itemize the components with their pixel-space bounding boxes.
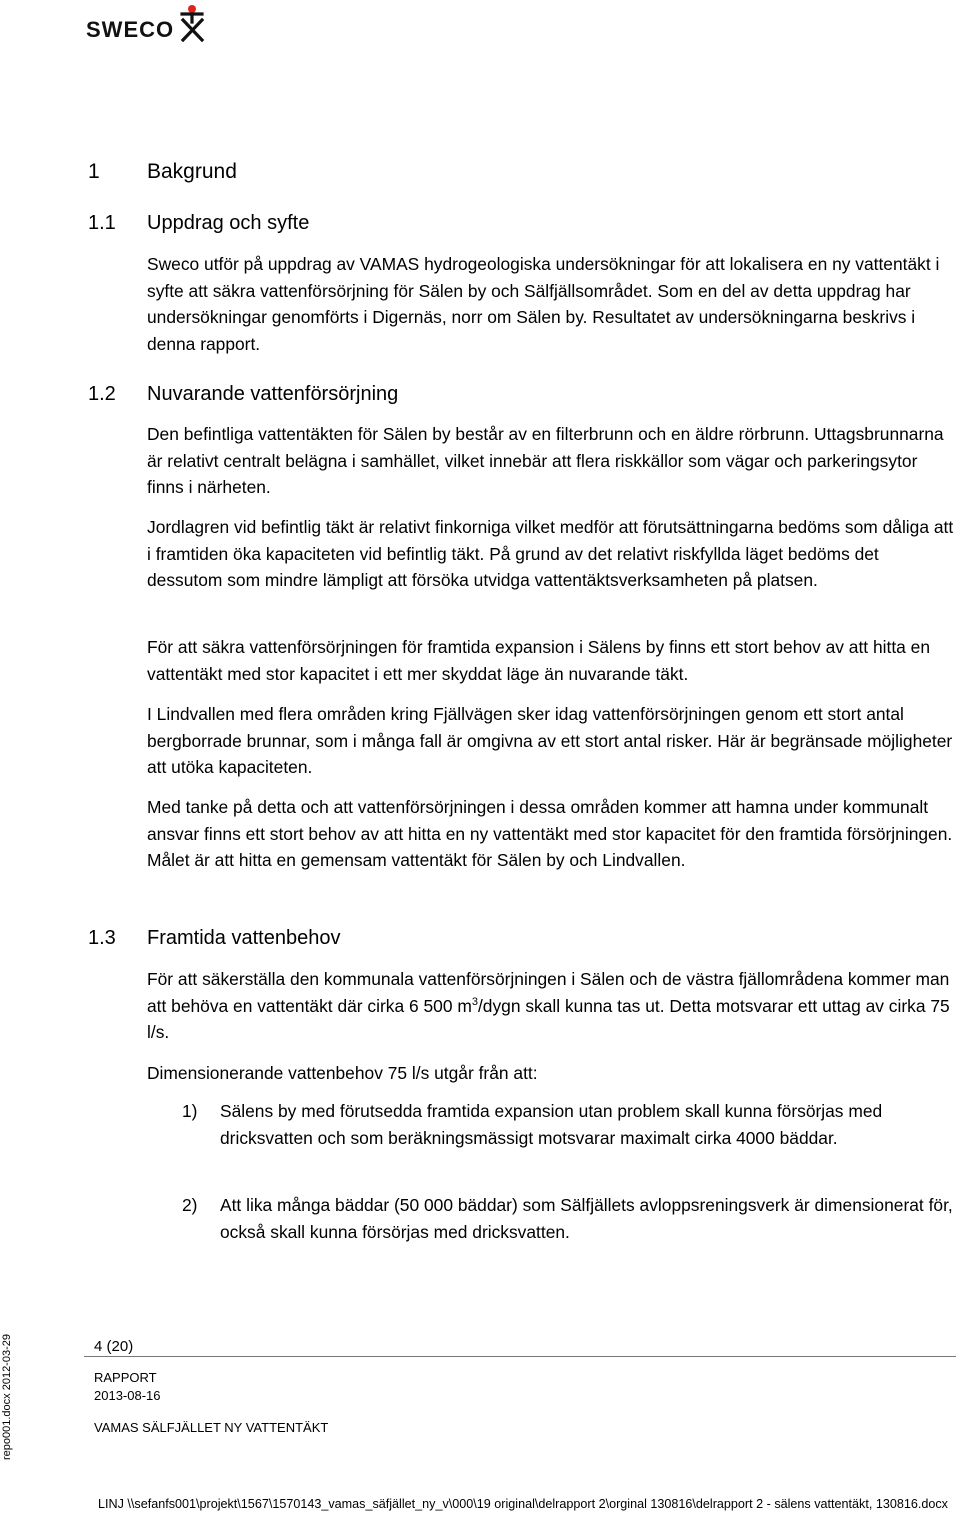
superscript: 3 [471,995,478,1008]
heading-title: Nuvarande vattenförsörjning [147,383,399,405]
template-id: repo001.docx 2012-03-29 [1,1334,13,1460]
heading-title: Uppdrag och syfte [147,212,310,234]
report-date: 2013-08-16 [94,1388,161,1403]
list-number: 2) [182,1195,198,1215]
paragraph: Jordlagren vid befintlig täkt är relativt finkorniga vilket medför att förutsättningarna bedöms som dåliga att i framtiden öka kapaciteten vid befintlig täkt. På grund av det relativt riskfyllda läget bedöms det dessutom som mindre lämpligt att försöka utvidga vattentäktsverksamheten på platsen. [147,517,954,591]
paragraph: Med tanke på detta och att vattenförsörjningen i dessa områden kommer att hamna under kommunalt ansvar finns ett stort behov av att hitta en ny vattentäkt med stor kapacitet för den framtida försörjningen. Målet är att hitta en gemensam vattentäkt för Sälen by och Lindvallen. [147,797,953,871]
heading-number: 1.2 [88,383,116,405]
logo-text: SWECO [86,17,175,42]
project-name: VAMAS SÄLFJÄLLET NY VATTENTÄKT [94,1420,329,1435]
list-text: Sälens by med förutsedda framtida expansion utan problem skall kunna försörjas med dricksvatten och som beräkningsmässigt motsvarar maximalt cirka 4000 bäddar. [220,1101,883,1148]
heading-number: 1 [88,160,100,183]
heading-number: 1.1 [88,212,116,234]
paragraph: För att säkra vattenförsörjningen för framtida expansion i Sälens by finns ett stort behov av att hitta en vattentäkt med stor kapacitet i ett mer skyddat läge än nuvarande täkt. [147,637,930,684]
file-path: LINJ \\sefanfs001\projekt\1567\1570143_vamas_säfjället_ny_v\000\19 original\delrapport 2\orginal 130816\delrapport 2 - sälens vattentäkt, 130816.docx [98,1497,948,1511]
page-number: 4 (20) [94,1338,134,1355]
paragraph: För att säkerställa den kommunala vattenförsörjningen i Sälen och de västra fjällområdena kommer man att behöva en vattentäkt där cirka 6 500 $m^3$/dygn skall kunna tas ut. Detta motsvarar ett uttag av cirka 75 l/s. [147,969,950,1043]
list-text: Att lika många bäddar (50 000 bäddar) som Sälfjällets avloppsreningsverk är dimensionerat för, också skall kunna försörjas med dricksvatten. [220,1195,953,1242]
paragraph: Den befintliga vattentäkten för Sälen by består av en filterbrunn och en äldre rörbrunn. Uttagsbrunnarna är relativt centralt belägna i samhället, vilket innebär att flera riskkällor som vägar och parkeringsytor finns i närheten. [147,424,944,498]
heading-title: Bakgrund [147,160,237,183]
heading-title: Framtida vattenbehov [147,927,341,949]
paragraph: Dimensionerande vattenbehov 75 l/s utgår från att: [147,1063,538,1083]
paragraph: Sweco utför på uppdrag av VAMAS hydrogeologiska undersökningar för att lokalisera en ny vattentäkt i syfte att säkra vattenförsörjning för Sälen by och Sälfjällsområdet. Som en del av detta uppdrag har undersökningar genomförts i Digernäs, norr om Sälen by. Resultatet av undersökningarna beskrivs i denna rapport. [147,254,940,355]
list-number: 1) [182,1101,198,1121]
sweco-logo [86,4,216,42]
footer-divider [84,1356,956,1357]
report-type: RAPPORT [94,1370,157,1385]
heading-number: 1.3 [88,927,116,949]
paragraph: I Lindvallen med flera områden kring Fjällvägen sker idag vattenförsörjningen genom ett stort antal bergborrade brunnar, som i många fall är omgivna av ett stort antal risker. Här är begränsade möjligheter att utöka kapaciteten. [147,704,953,778]
sweco-figure-icon [178,4,208,42]
